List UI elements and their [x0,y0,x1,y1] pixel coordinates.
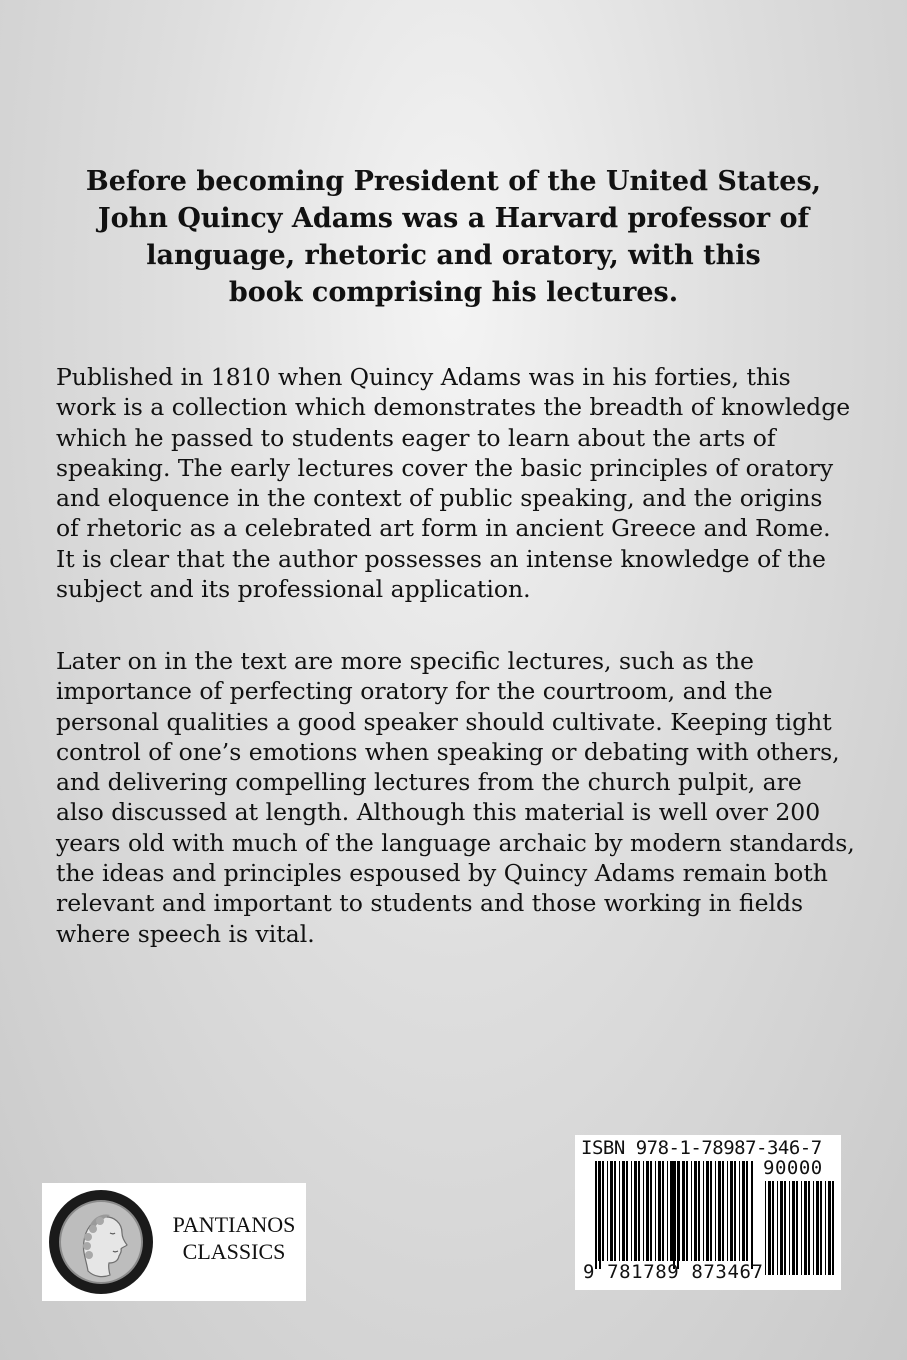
barcode-bar [658,1161,661,1261]
barcode-bar [727,1161,728,1261]
publisher-name [166,1211,302,1265]
barcode-bar [828,1181,831,1275]
barcode-bar [602,1161,604,1261]
barcode-bar [813,1181,814,1275]
headline-line: book comprising his lectures. [228,277,679,308]
barcode-bar [739,1161,740,1261]
barcode-bar [718,1161,721,1261]
paragraph-line: of rhetoric as a celebrated art form in ancient Greece and Rome. [56,514,831,543]
headline-line: Before becoming President of the United States, [85,166,822,197]
paragraph-line: and delivering compelling lectures from the church pulpit, are [56,768,802,797]
barcode-bar [801,1181,802,1275]
barcode-bar [730,1161,733,1261]
publisher-name-line-1: PANTIANOS [172,1212,296,1237]
barcode-bar [626,1161,628,1261]
publisher-logo [42,1183,306,1301]
isbn-addon: 90000 [763,1157,823,1179]
barcode-bar [792,1181,795,1275]
barcode-bar [742,1161,745,1261]
publisher-name-line-2: CLASSICS [182,1239,286,1264]
barcode-bar [662,1161,664,1261]
barcode-bar [780,1181,783,1275]
barcode-bar [614,1161,616,1261]
barcode-bar [643,1161,644,1261]
barcode-bar [746,1161,748,1261]
barcode-guard-bar [599,1161,601,1269]
paragraph-line: personal qualities a good speaker should cultivate. Keeping tight [56,707,832,736]
paragraph-line: and eloquence in the context of public speaking, and the origins [56,484,823,513]
barcode-bar [777,1181,778,1275]
barcode-bar [784,1181,786,1275]
barcode-bar [816,1181,819,1275]
paragraph-line: subject and its professional application. [56,575,531,604]
barcode-bar [619,1161,620,1261]
barcode-bar [808,1181,810,1275]
barcode-bar [789,1181,790,1275]
paragraph-line: importance of perfecting oratory for the courtroom, and the [56,677,773,706]
paragraph-line: years old with much of the language archaic by modern standards, [56,828,855,857]
barcode-bar [832,1181,834,1275]
barcode-bar [610,1161,613,1261]
barcode-bar [655,1161,656,1261]
barcode-bar [634,1161,637,1261]
paragraph-line: also discussed at length. Although this material is well over 200 [56,798,821,827]
barcode-bar [670,1161,673,1261]
isbn-digits: 9 781789 873467 [583,1261,764,1283]
paragraph-line: Later on in the text are more specific lectures, such as the [56,647,754,675]
description-paragraph-1 [56,362,856,604]
paragraph-line: relevant and important to students and those working in fields [56,889,804,918]
paragraph-line: which he passed to students eager to learn about the arts of [56,423,776,452]
barcode-bar [667,1161,668,1261]
barcode-guard-bar [751,1161,753,1269]
barcode-guard-bar [673,1161,675,1269]
barcode-bar [650,1161,652,1261]
isbn-barcode [575,1135,841,1290]
barcode-bar [825,1181,826,1275]
barcode-bar [804,1181,807,1275]
paragraph-line: where speech is vital. [56,919,315,948]
barcode-bar [682,1161,685,1261]
headline-line: language, rhetoric and oratory, with this [146,240,761,271]
classical-head-medallion-icon [48,1189,154,1295]
barcode-bar [715,1161,716,1261]
paragraph-line: Published in 1810 when Quincy Adams was in his forties, this [56,363,791,391]
paragraph-line: control of one’s emotions when speaking or debating with others, [56,737,840,766]
barcode-bar [646,1161,649,1261]
paragraph-line: work is a collection which demonstrates the breadth of knowledge [56,393,851,422]
headline-line: John Quincy Adams was a Harvard professor of [97,203,810,234]
headline [60,163,847,311]
barcode-bar [706,1161,709,1261]
barcode-bar [686,1161,688,1261]
barcode-bar [765,1181,766,1275]
barcode-bar [796,1181,798,1275]
description-paragraph-2 [56,646,856,949]
barcode-bar [698,1161,700,1261]
barcode-guard-bar [677,1161,679,1269]
paragraph-line: speaking. The early lectures cover the basic principles of oratory [56,453,834,482]
barcode-guard-bar [595,1161,597,1269]
barcode-bar [679,1161,680,1261]
isbn-label: ISBN 978-1-78987-346-7 [581,1137,822,1159]
barcode-bar [734,1161,736,1261]
barcode-bar [631,1161,632,1261]
barcode-bar [772,1181,774,1275]
barcode-bar [703,1161,704,1261]
barcode-bar [694,1161,697,1261]
barcode-bar [820,1181,822,1275]
barcode-bar [691,1161,692,1261]
barcode-bar [768,1181,771,1275]
paragraph-line: the ideas and principles espoused by Quincy Adams remain both [56,859,828,888]
barcode-bar [622,1161,625,1261]
paragraph-line: It is clear that the author possesses an intense knowledge of the [56,544,826,573]
barcode-bar [607,1161,608,1261]
barcode-bar [722,1161,724,1261]
barcode-bar [638,1161,640,1261]
barcode-bar [710,1161,712,1261]
